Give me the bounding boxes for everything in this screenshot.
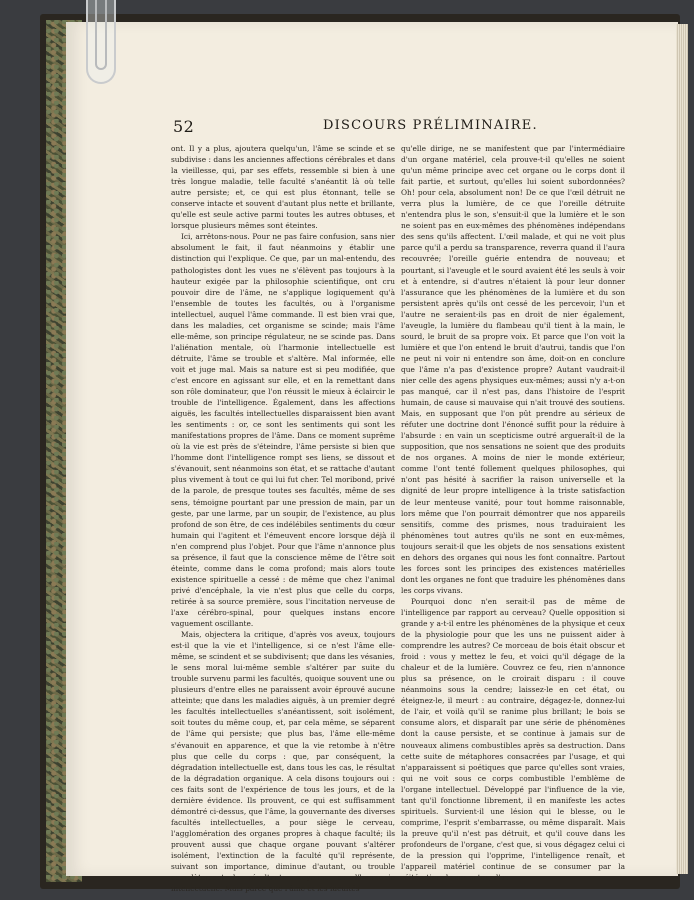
page-edge	[676, 24, 688, 874]
paragraph: qu'elle dirige, ne se manifestent que par l'intermédiaire d'un organe matériel, cela prouve-t-il qu'elles ne soient qu'un même principe avec cet organe ou le corps dont il fait partie, et surtout, qu'elles lui soient subordonnées? Oh! pour cela, absolument non! De ce que l'œil détruit ne verra plus la lumière, de ce que l'oreille détruite n'entendra plus le son, s'ensuit-il que la lumière et le son ne soient pas en eux-mêmes des phénomènes indépendans des sens qu'ils affectent. L'œil malade, et qui ne voit plus parce qu'il a perdu sa transparence, reverra quand il l'aura recouvrée; l'oreille guérie entendra de nouveau; et pourtant, si l'aveugle et le sourd avaient été les seuls à voir et à entendre, si d'autres n'étaient là pour leur donner l'assurance que les phénomènes de la lumière et du son persistent après qu'ils ont cessé de les percevoir, l'un et l'autre ne seraient-ils pas en droit de nier également, l'aveugle, la lumière du flambeau qu'il tient à la main, le sourd, le bruit de sa propre voix. Et parce que l'on voit la lumière et que l'on entend le bruit d'autrui, tandis que l'on ne peut ni voir ni entendre son âme, doit-on en conclure que l'âme n'a pas d'existence propre? Autant vaudrait-il nier celle des agens physiques eux-mêmes; aussi n'y a-t-on pas manqué, car il n'est pas, dans l'histoire de l'esprit humain, de cause si mauvaise qui n'ait trouvé des soutiens. Mais, en supposant que l'on pût prendre au sérieux de réfuter une doctrine dont l'énoncé suffit pour la réduire à l'absurde : en vain un scepticisme outré argueraît-il de la supposition, que nos sensations ne soient que des produits de nos organes. A moins de nier le monde extérieur, comme l'ont tenté follement quelques philosophes, qui n'ont pas hésité à sacrifier la raison universelle et la dignité de leur propre intelligence à la triste satisfaction de leur menteuse vanité, pour tout homme raisonnable, lors même que l'on pourrait démontrer que nos appareils sensitifs, comme des prismes, nous traduiraient les phénomènes tout autres qu'ils ne sont en eux-mêmes, toujours serait-il que les objets de nos sensations existent en dehors des organes qui nous les font connaître. Partout les forces sont les principes des existences matérielles dont les organes ne font que traduire les phénomènes dans les corps vivans.	[401, 144, 625, 595]
running-title: DISCOURS PRÉLIMINAIRE.	[323, 118, 538, 133]
paragraph: Ici, arrêtons-nous. Pour ne pas faire confusion, sans nier absolument le fait, il faut néanmoins y établir une distinction qui l'explique. Ce que, par un mal-entendu, des pathologistes dont les vues ne s'élèvent pas toujours à la hauteur exigée par la philosophie scientifique, ont cru pouvoir dire de l'âme, ne s'applique logiquement qu'à l'ensemble de toutes les facultés, ou à l'organisme intellectuel, auquel l'âme commande. Il est bien vrai que, dans les maladies, cet organisme se scinde; mais l'âme elle-même, son principe régulateur, ne se scinde pas. Dans l'aliénation mentale, où l'harmonie intellectuelle est détruite, l'âme se trouble et s'altère. Mal informée, elle voit et juge mal. Mais sa nature est si peu modifiée, que c'est encore en agissant sur elle, et en la remettant dans son rôle dominateur, que l'on réussit le mieux à éclaircir le trouble de l'intelligence. Également, dans les affections aiguës, les facultés intellectuelles disparaissent bien avant les sentiments : or, ce sont les sentiments qui sont les manifestations propres de l'âme. Dans ce moment suprême où la vie est près de s'éteindre, l'âme persiste si bien que l'homme dont l'intelligence rompt ses liens, se dissout et s'évanouit, sent néanmoins son état, et se rattache d'autant plus vivement à tout ce qui lui fut cher. Tel moribond, privé de la parole, de presque toutes ses facultés, même de ses sens, témoigne pourtant par une pression de main, par un geste, par une larme, par un soupir, de l'existence, au plus profond de son être, de ces indélébiles sentiments du cœur humain qui l'agitent et l'émeuvent encore lorsque déjà il n'en comprend plus l'objet. Pour que l'âme n'annonce plus sa présence, il faut que la conscience même de l'être soit éteinte, comme dans le coma profond; mais alors toute existence spirituelle a cessé : de même que chez l'animal privé d'encéphale, la vie n'est plus que celle du corps, retirée à sa source première, sous l'incitation nerveuse de l'axe cérébro-spinal, pour quelques instans encore vaguement oscillante.	[171, 232, 395, 629]
left-column	[171, 143, 395, 894]
page-number: 52	[173, 117, 195, 136]
right-column	[401, 143, 625, 883]
paragraph: Pourquoi donc n'en serait-il pas de même de l'intelligence par rapport au cerveau? Quelle opposition si grande y a-t-il entre les phénomènes de la physique et ceux de la physiologie pour que les uns ne puissent aider à comprendre les autres? Ce morceau de bois était obscur et froid : vous y mettez le feu, et voici qu'il dégage de la chaleur et de la lumière. Couvrez ce feu, rien n'annonce plus sa présence, on le croirait disparu : il couve néanmoins sous la cendre; laissez-le en cet état, ou éteignez-le, il meurt : au contraire, dégagez-le, donnez-lui de l'air, et voilà qu'il se ranime plus brillant; le bois se consume alors, et disparaît par une série de phénomènes dont la cause persiste, et se continue à jamais sur de nouveaux alimens combustibles après sa destruction. Dans cette suite de métaphores consacrées par l'usage, et qui n'apparaissent si poétiques que parce qu'elles sont vraies, qui ne voit sous ce corps combustible l'emblème de l'organe intellectuel. Développé par l'influence de la vie, tant qu'il fonctionne librement, il en manifeste les actes spirituels. Survient-il une lésion qui le blesse, ou le comprime, l'esprit s'embarrasse, ou même disparaît. Mais la preuve qu'il n'est pas détruit, et qu'il couve dans les profondeurs de l'organe, c'est que, si vous dégagez celui ci de la pression qui l'opprime, l'intelligence renaît, et l'appareil matériel continue de se consumer par la réitération de ses actes, d'au-	[401, 596, 625, 883]
paragraph: ont. Il y a plus, ajoutera quelqu'un, l'âme se scinde et se subdivise : dans les anciennes affections cérébrales et dans la vieillesse, qui, par ses effets, ressemble si bien à une très longue maladie, telle faculté s'anéantit là où telle autre persiste; et, ce qui est plus étonnant, telle se conserve intacte et souvent d'autant plus nette et brillante, qu'elle est seule active parmi toutes les autres obtuses, et lorsque plusieurs mêmes sont éteintes.	[171, 144, 395, 231]
paragraph: Mais, objectera la critique, d'après vos aveux, toujours est-il que la vie et l'intelligence, si ce n'est l'âme elle-même, se scindent et se subdivisent; que dans les vésanies, le sens moral lui-même semble s'altérer par suite du trouble survenu parmi les facultés, quoique souvent une ou plusieurs d'entre elles ne paraissent avoir éprouvé aucune atteinte; que dans les maladies aiguës, à un premier degré les facultés intellectuelles s'anéantissent, soit isolément, soit toutes du même coup, et, par cela même, se séparent de l'âme qui persiste; que plus bas, l'âme elle-même s'évanouit en apparence, et que la vie retombe à n'être plus que celle du corps : que, par conséquent, la dégradation intellectuelle est, dans tous les cas, le résultat de la dégradation organique. A cela disons toujours oui : ces faits sont de l'expérience de tous les jours, et de la dernière évidence. Ils prouvent, ce qui est suffisamment démontré ci-dessus, que l'âme, la gouvernante des diverses facultés intellectuelles, a pour siège le cerveau, l'agglomération des organes propres à chaque faculté; ils prouvent aussi que chaque organe pouvant s'altérer isolément, l'extinction de la faculté qu'il représente, suivant son importance, diminue d'autant, ou trouble complètement la résultante moyenne ou l'harmonie intellectuelle. Mais parce que l'âme et les facultés	[171, 630, 395, 894]
paper-clip-inner-icon	[95, 0, 107, 70]
running-header	[173, 117, 653, 137]
